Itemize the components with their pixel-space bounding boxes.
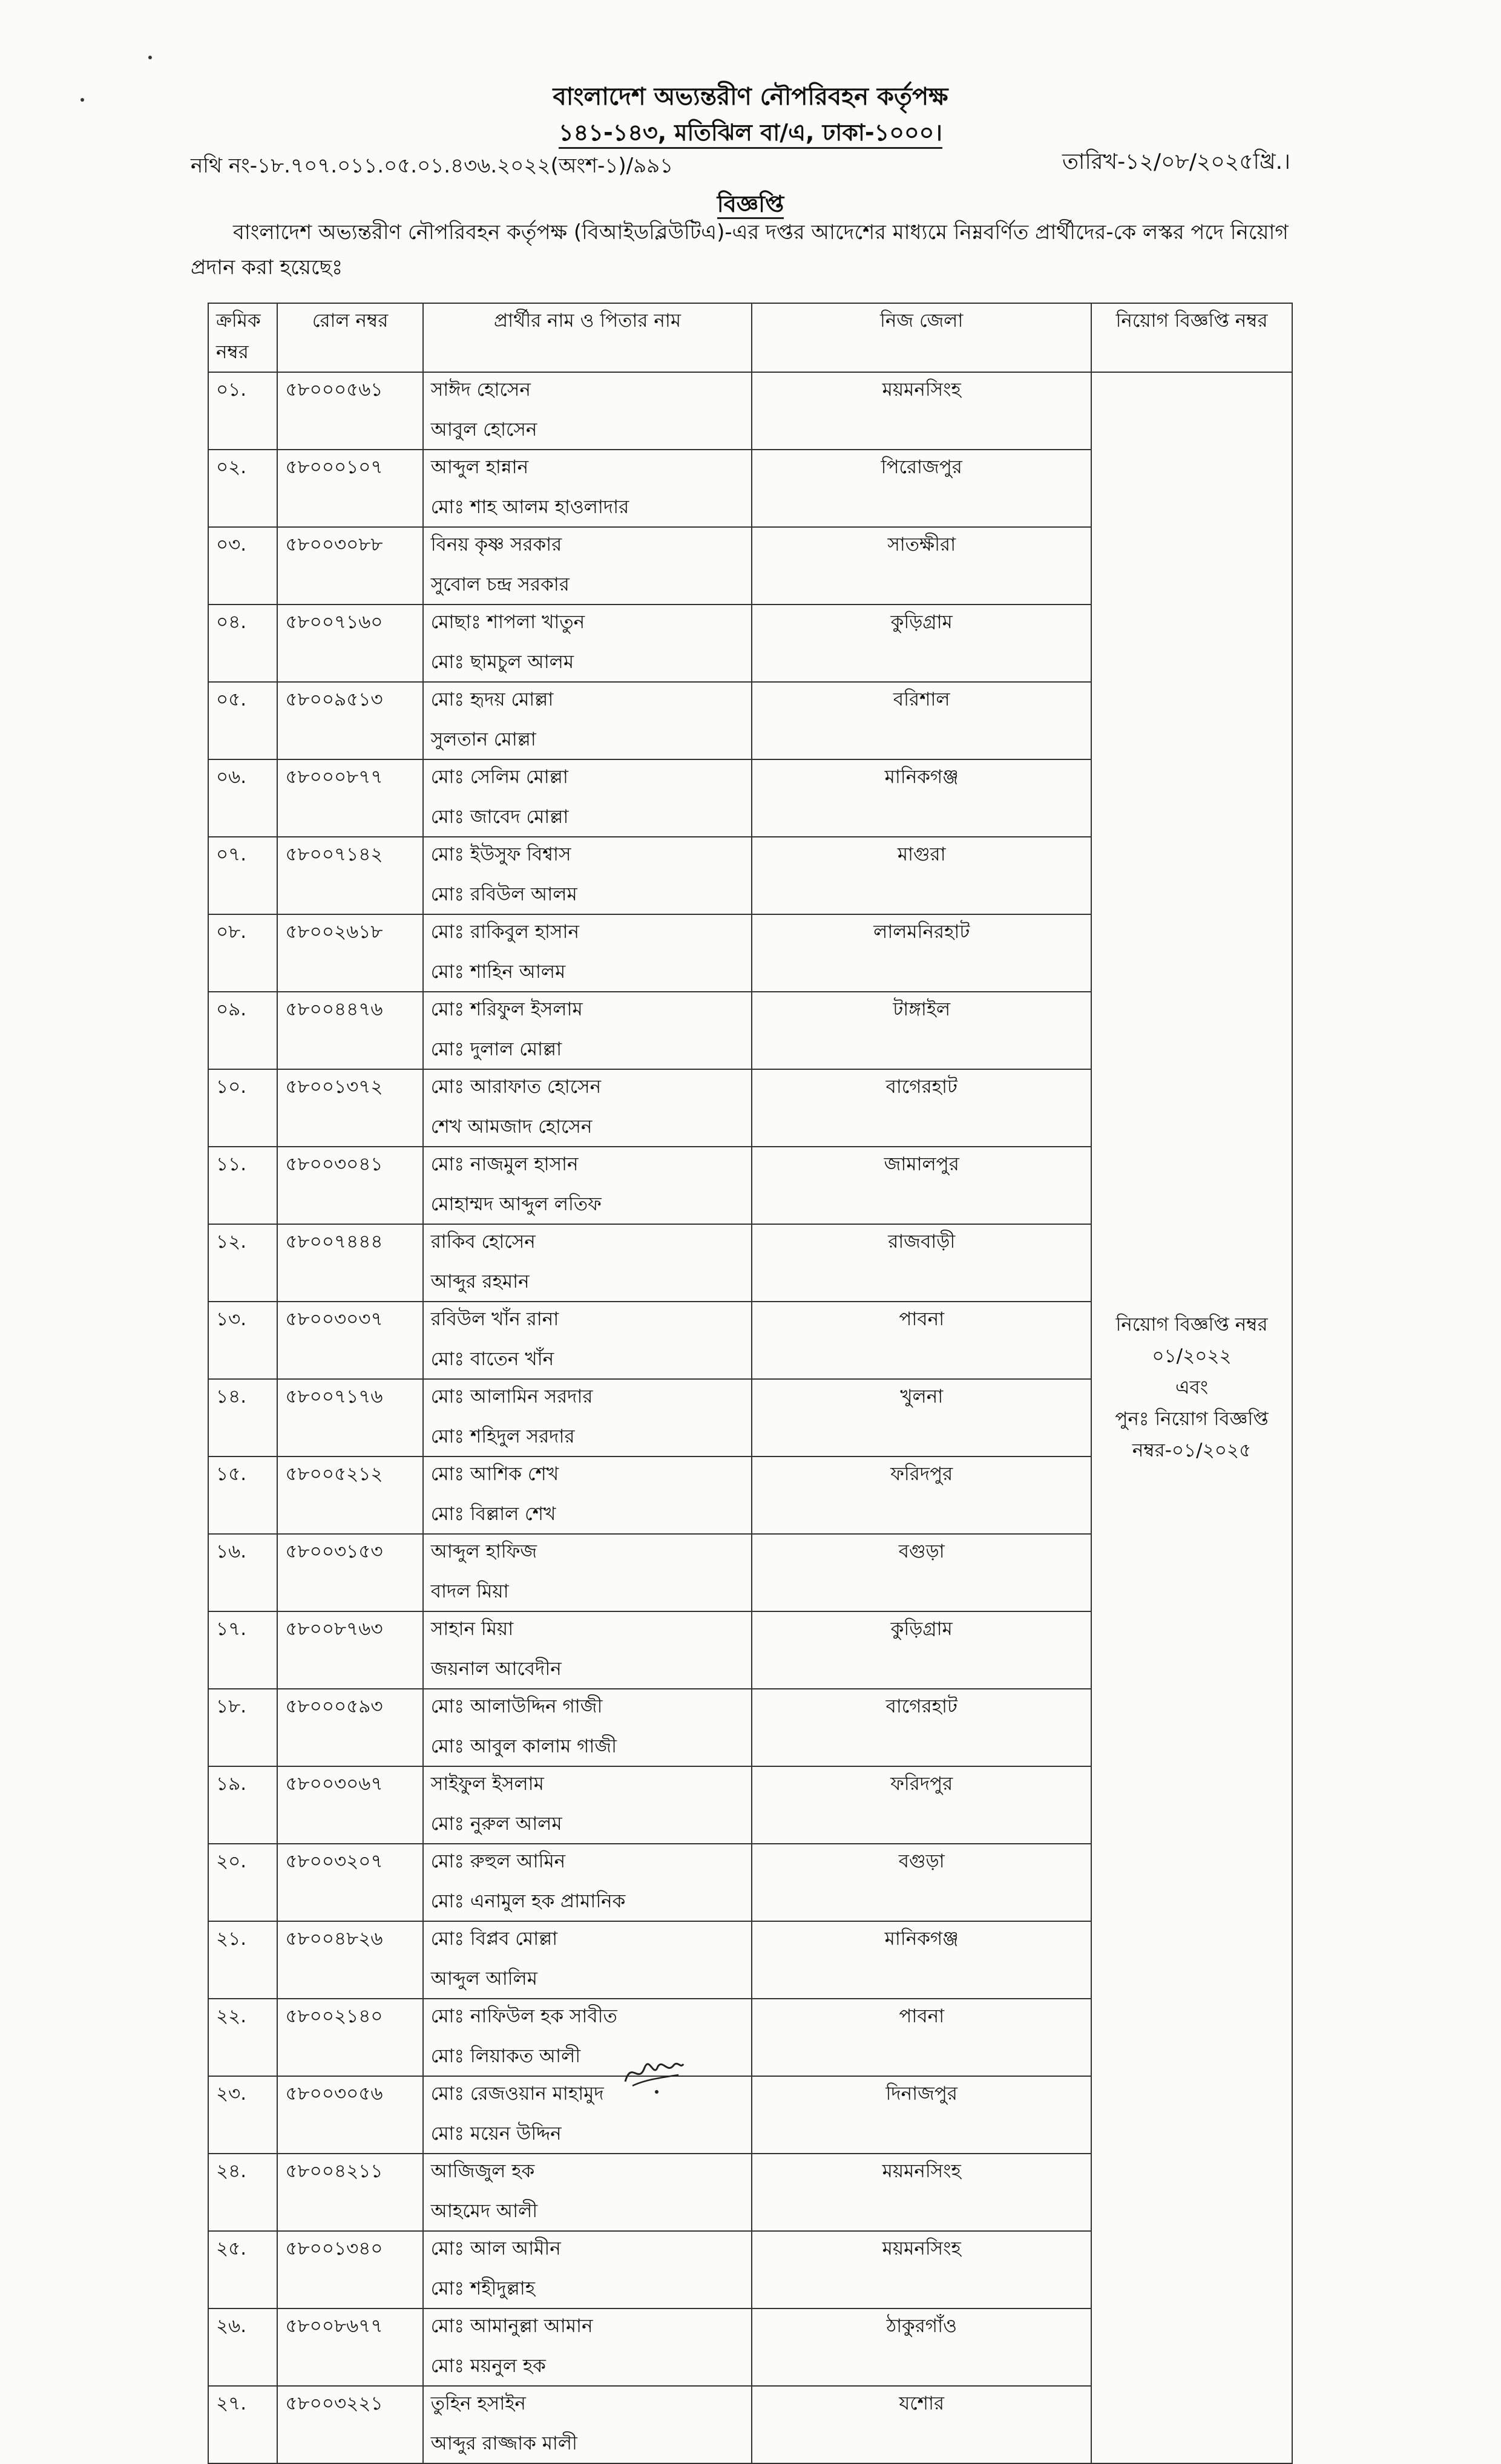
name-cell xyxy=(423,1379,752,1456)
serial-cell: ১৩. xyxy=(208,1302,277,1379)
name-cell xyxy=(423,1147,752,1224)
roll-number-cell: ৫৮০০২১৪০ xyxy=(277,1999,422,2076)
name-cell xyxy=(423,1224,752,1302)
father-name: আব্দুর রাজ্জাক মালী xyxy=(430,2433,577,2454)
father-name: মোঃ ছামচুল আলম xyxy=(430,651,574,673)
district-cell: কুড়িগ্রাম xyxy=(752,1611,1091,1689)
serial-cell: ১৪. xyxy=(208,1379,277,1456)
serial-cell: ১৯. xyxy=(208,1766,277,1844)
district-cell: ফরিদপুর xyxy=(752,1456,1091,1534)
notice-heading-text: বিজ্ঞপ্তি xyxy=(717,191,784,219)
roll-number-cell: ৫৮০০৩০৪১ xyxy=(277,1147,422,1224)
roll-number-cell: ৫৮০০৪২১১ xyxy=(277,2154,422,2231)
name-cell xyxy=(423,1766,752,1844)
candidate-name: আজিজুল হক xyxy=(430,2160,535,2182)
serial-cell: ১০. xyxy=(208,1069,277,1147)
district-cell: খুলনা xyxy=(752,1379,1091,1456)
candidate-name: মোঃ আমানুল্লা আমান xyxy=(430,2315,593,2337)
serial-cell: ০৬. xyxy=(208,759,277,837)
father-name: মোঃ দুলাল মোল্লা xyxy=(430,1038,562,1060)
district-cell: বাগেরহাট xyxy=(752,1689,1091,1766)
serial-cell: ০৫. xyxy=(208,682,277,759)
name-cell xyxy=(423,2386,752,2463)
name-cell xyxy=(423,1844,752,1921)
serial-cell: ০১. xyxy=(208,372,277,450)
father-name: মোঃ ময়েন উদ্দিন xyxy=(430,2123,562,2145)
name-cell xyxy=(423,837,752,914)
district-cell: ময়মনসিংহ xyxy=(752,2231,1091,2308)
name-cell xyxy=(423,1921,752,1999)
serial-cell: ২৩. xyxy=(208,2076,277,2154)
candidate-name: রাকিব হোসেন xyxy=(430,1231,536,1253)
appointee-table xyxy=(208,303,1293,2464)
circular-line5: নম্বর-০১/২০২৫ xyxy=(1132,1440,1252,1461)
district-cell: টাঙ্গাইল xyxy=(752,992,1091,1069)
father-name: আব্দুল আলিম xyxy=(430,1968,537,1990)
father-name: মোঃ শাহিন আলম xyxy=(430,961,566,983)
address-text: ১৪১-১৪৩, মতিঝিল বা/এ, ঢাকা-১০০০। xyxy=(559,119,942,149)
roll-number-cell: ৫৮০০৪৮২৬ xyxy=(277,1921,422,1999)
serial-cell: ১১. xyxy=(208,1147,277,1224)
father-name: মোঃ জাবেদ মোল্লা xyxy=(430,806,569,828)
memo-number: নথি নং-১৮.৭০৭.০১১.০৫.০১.৪৩৬.২০২২(অংশ-১)/৯৯১ xyxy=(191,154,674,178)
header-serial xyxy=(208,303,277,372)
roll-number-cell: ৫৮০০০৮৭৭ xyxy=(277,759,422,837)
district-cell: পিরোজপুর xyxy=(752,450,1091,527)
circular-note-cell xyxy=(1091,372,1292,2463)
serial-cell: ২৫. xyxy=(208,2231,277,2308)
district-cell: ময়মনসিংহ xyxy=(752,372,1091,450)
name-cell xyxy=(423,2154,752,2231)
name-cell xyxy=(423,1689,752,1766)
name-cell xyxy=(423,682,752,759)
roll-number-cell: ৫৮০০১৩৪০ xyxy=(277,2231,422,2308)
name-cell xyxy=(423,1999,752,2076)
roll-number-cell: ৫৮০০৩১৫৩ xyxy=(277,1534,422,1611)
name-cell xyxy=(423,2308,752,2386)
serial-cell: ২৪. xyxy=(208,2154,277,2231)
header-district: নিজ জেলা xyxy=(752,303,1091,372)
roll-number-cell: ৫৮০০৩২২১ xyxy=(277,2386,422,2463)
roll-number-cell: ৫৮০০৭১৭৬ xyxy=(277,1379,422,1456)
district-cell: ময়মনসিংহ xyxy=(752,2154,1091,2231)
serial-cell: ০৪. xyxy=(208,605,277,682)
candidate-name: মোঃ নাফিউল হক সাবীত xyxy=(430,2005,617,2027)
notice-date: তারিখ-১২/০৮/২০২৫খ্রি.। xyxy=(1062,149,1290,174)
serial-cell: ২৬. xyxy=(208,2308,277,2386)
district-cell: মাগুরা xyxy=(752,837,1091,914)
name-cell xyxy=(423,992,752,1069)
roll-number-cell: ৫৮০০৪৪৭৬ xyxy=(277,992,422,1069)
father-name: সুবোল চন্দ্র সরকার xyxy=(430,574,570,595)
serial-cell: ০৯. xyxy=(208,992,277,1069)
district-cell: বগুড়া xyxy=(752,1534,1091,1611)
district-cell: রাজবাড়ী xyxy=(752,1224,1091,1302)
roll-number-cell: ৫৮০০৭১৬০ xyxy=(277,605,422,682)
name-cell xyxy=(423,605,752,682)
candidate-name: মোঃ আলাউদ্দিন গাজী xyxy=(430,1696,603,1717)
father-name: শেখ আমজাদ হোসেন xyxy=(430,1116,593,1138)
district-cell: বাগেরহাট xyxy=(752,1069,1091,1147)
name-cell xyxy=(423,2231,752,2308)
roll-number-cell: ৫৮০০৩০৩৭ xyxy=(277,1302,422,1379)
name-cell xyxy=(423,1456,752,1534)
circular-line2: ০১/২০২২ xyxy=(1152,1345,1232,1367)
candidate-name: মোঃ রুহুল আমিন xyxy=(430,1850,566,1872)
serial-cell: ১৭. xyxy=(208,1611,277,1689)
organization-title: বাংলাদেশ অভ্যন্তরীণ নৌপরিবহন কর্তৃপক্ষ xyxy=(553,83,948,111)
name-cell xyxy=(423,914,752,992)
district-cell: বগুড়া xyxy=(752,1844,1091,1921)
candidate-name: সাঈদ হোসেন xyxy=(430,379,531,401)
serial-cell: ২১. xyxy=(208,1921,277,1999)
district-cell: জামালপুর xyxy=(752,1147,1091,1224)
district-cell: দিনাজপুর xyxy=(752,2076,1091,2154)
name-cell xyxy=(423,2076,752,2154)
roll-number-cell: ৫৮০০৩০৮৮ xyxy=(277,527,422,605)
candidate-name: মোঃ আরাফাত হোসেন xyxy=(430,1076,602,1098)
candidate-name: মোঃ বিপ্লব মোল্লা xyxy=(430,1928,558,1950)
serial-cell: ১৬. xyxy=(208,1534,277,1611)
roll-number-cell: ৫৮০০৯৫১৩ xyxy=(277,682,422,759)
candidate-name: মোঃ আশিক শেখ xyxy=(430,1463,559,1485)
district-cell: পাবনা xyxy=(752,1999,1091,2076)
roll-number-cell: ৫৮০০৩০৫৬ xyxy=(277,2076,422,2154)
serial-cell: ২২. xyxy=(208,1999,277,2076)
district-cell: লালমনিরহাট xyxy=(752,914,1091,992)
serial-cell: ০৩. xyxy=(208,527,277,605)
roll-number-cell: ৫৮০০৫২১২ xyxy=(277,1456,422,1534)
serial-cell: ০২. xyxy=(208,450,277,527)
candidate-name: মোঃ রাকিবুল হাসান xyxy=(430,921,579,943)
serial-cell: ১৫. xyxy=(208,1456,277,1534)
name-cell xyxy=(423,1302,752,1379)
header-roll: রোল নম্বর xyxy=(277,303,422,372)
father-name: মোঃ শহীদুল্লাহ xyxy=(430,2278,536,2299)
district-cell: ফরিদপুর xyxy=(752,1766,1091,1844)
circular-line4: পুনঃ নিয়োগ বিজ্ঞপ্তি xyxy=(1115,1408,1269,1430)
candidate-name: মোঃ হৃদয় মোল্লা xyxy=(430,689,554,710)
district-cell: মানিকগঞ্জ xyxy=(752,1921,1091,1999)
serial-cell: ০৭. xyxy=(208,837,277,914)
father-name: মোঃ শাহ আলম হাওলাদার xyxy=(430,496,629,518)
father-name: মোঃ শহিদুল সরদার xyxy=(430,1426,575,1447)
serial-cell: ১৮. xyxy=(208,1689,277,1766)
father-name: মোঃ লিয়াকত আলী xyxy=(430,2045,581,2067)
candidate-name: মোছাঃ শাপলা খাতুন xyxy=(430,611,585,633)
roll-number-cell: ৫৮০০০৫৯৩ xyxy=(277,1689,422,1766)
name-cell xyxy=(423,1069,752,1147)
candidate-name: বিনয় কৃষ্ণ সরকার xyxy=(430,534,562,555)
district-cell: ঠাকুরগাঁও xyxy=(752,2308,1091,2386)
candidate-name: তুহিন হসাইন xyxy=(430,2393,526,2414)
roll-number-cell: ৫৮০০৩২০৭ xyxy=(277,1844,422,1921)
district-cell: মানিকগঞ্জ xyxy=(752,759,1091,837)
district-cell: কুড়িগ্রাম xyxy=(752,605,1091,682)
district-cell: সাতক্ষীরা xyxy=(752,527,1091,605)
district-cell: পাবনা xyxy=(752,1302,1091,1379)
father-name: আব্দুর রহমান xyxy=(430,1271,530,1293)
father-name: বাদল মিয়া xyxy=(430,1581,509,1602)
serial-cell: ১২. xyxy=(208,1224,277,1302)
candidate-name: মোঃ শরিফুল ইসলাম xyxy=(430,998,583,1020)
roll-number-cell: ৫৮০০১৩৭২ xyxy=(277,1069,422,1147)
candidate-name: আব্দুল হাফিজ xyxy=(430,1541,537,1562)
roll-number-cell: ৫৮০০৭৪৪৪ xyxy=(277,1224,422,1302)
roll-number-cell: ৫৮০০৩০৬৭ xyxy=(277,1766,422,1844)
table-row xyxy=(208,372,1292,450)
father-name: মোঃ নুরুল আলম xyxy=(430,1813,562,1835)
father-name: আবুল হোসেন xyxy=(430,419,537,441)
name-cell xyxy=(423,1611,752,1689)
circular-line1: নিয়োগ বিজ্ঞপ্তি নম্বর xyxy=(1115,1314,1268,1335)
signature-mark xyxy=(620,2048,687,2097)
candidate-name: মোঃ আল আমীন xyxy=(430,2238,561,2259)
scan-speck xyxy=(148,56,152,59)
district-cell: বরিশাল xyxy=(752,682,1091,759)
father-name: মোঃ রবিউল আলম xyxy=(430,883,577,905)
circular-line3: এবং xyxy=(1175,1377,1209,1398)
candidate-name: রবিউল খাঁন রানা xyxy=(430,1308,559,1330)
header-circular: নিয়োগ বিজ্ঞপ্তি নম্বর xyxy=(1091,303,1292,372)
roll-number-cell: ৫৮০০০৫৬১ xyxy=(277,372,422,450)
header-serial-line1: ক্রমিক xyxy=(216,310,261,332)
roll-number-cell: ৫৮০০৭১৪২ xyxy=(277,837,422,914)
roll-number-cell: ৫৮০০০১০৭ xyxy=(277,450,422,527)
father-name: মোঃ আবুল কালাম গাজী xyxy=(430,1735,617,1757)
name-cell xyxy=(423,1534,752,1611)
father-name: মোঃ বিল্লাল শেখ xyxy=(430,1503,556,1525)
father-name: আহমেদ আলী xyxy=(430,2200,538,2222)
serial-cell: ২৭. xyxy=(208,2386,277,2463)
father-name: মোহাম্মদ আব্দুল লতিফ xyxy=(430,1193,602,1215)
header-serial-line2: নম্বর xyxy=(216,341,249,363)
serial-cell: ২০. xyxy=(208,1844,277,1921)
candidate-name: মোঃ সেলিম মোল্লা xyxy=(430,766,568,788)
table-header-row xyxy=(208,303,1292,372)
name-cell xyxy=(423,450,752,527)
candidate-name: আব্দুল হান্নান xyxy=(430,456,529,478)
district-cell: যশোর xyxy=(752,2386,1091,2463)
father-name: জয়নাল আবেদীন xyxy=(430,1658,562,1680)
serial-cell: ০৮. xyxy=(208,914,277,992)
candidate-name: সাহান মিয়া xyxy=(430,1618,514,1640)
candidate-name: মোঃ রেজওয়ান মাহামুদ xyxy=(430,2083,604,2105)
candidate-name: মোঃ আলামিন সরদার xyxy=(430,1386,593,1407)
candidate-name: মোঃ নাজমুল হাসান xyxy=(430,1153,579,1175)
candidate-name: মোঃ ইউসুফ বিশ্বাস xyxy=(430,844,571,865)
candidate-name: সাইফুল ইসলাম xyxy=(430,1773,544,1795)
roll-number-cell: ৫৮০০২৬১৮ xyxy=(277,914,422,992)
name-cell xyxy=(423,759,752,837)
name-cell xyxy=(423,372,752,450)
roll-number-cell: ৫৮০০৮৬৭৭ xyxy=(277,2308,422,2386)
father-name: মোঃ এনামুল হক প্রামানিক xyxy=(430,1890,626,1912)
father-name: সুলতান মোল্লা xyxy=(430,729,536,750)
notice-body: বাংলাদেশ অভ্যন্তরীণ নৌপরিবহন কর্তৃপক্ষ (বিআইডব্লিউটিএ)-এর দপ্তর আদেশের মাধ্যমে নিম্নবর্ণিত প্রার্থীদের-কে লস্কর পদে নিয়োগ প্রদান করা হয়েছেঃ xyxy=(191,220,1289,280)
name-cell xyxy=(423,527,752,605)
roll-number-cell: ৫৮০০৮৭৬৩ xyxy=(277,1611,422,1689)
header-name: প্রার্থীর নাম ও পিতার নাম xyxy=(423,303,752,372)
father-name: মোঃ বাতেন খাঁন xyxy=(430,1348,554,1370)
father-name: মোঃ ময়নুল হক xyxy=(430,2355,546,2377)
